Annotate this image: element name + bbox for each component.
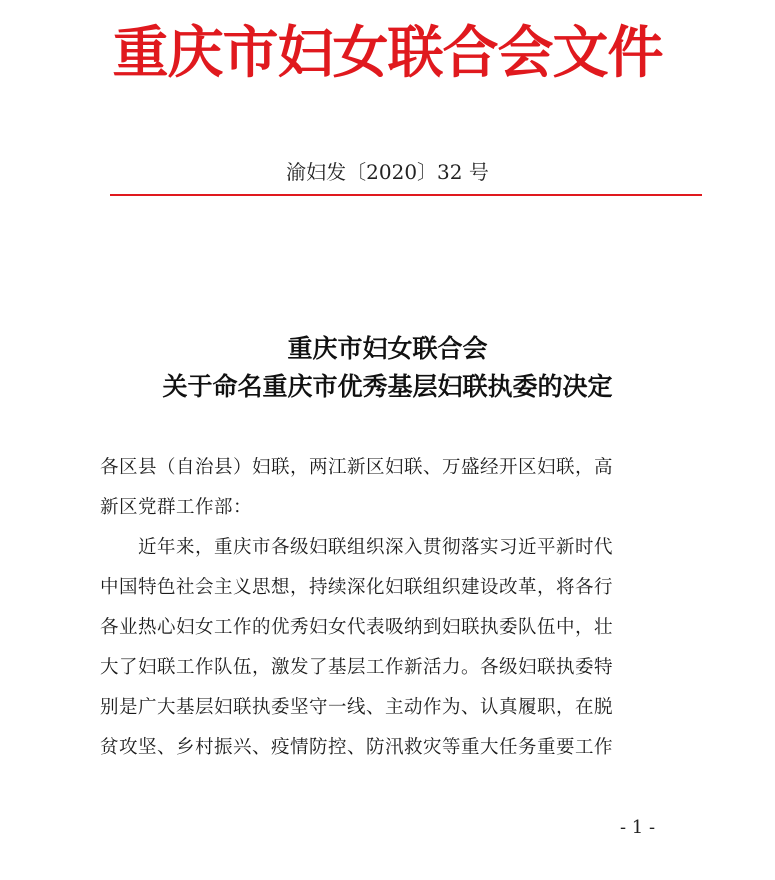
body-line: 贫攻坚、乡村振兴、疫情防控、防汛救灾等重大任务重要工作 [100, 737, 614, 758]
body-line-addressee-1: 各区县（自治县）妇联，两江新区妇联、万盛经开区妇联，高 [100, 457, 614, 478]
body-line: 中国特色社会主义思想，持续深化妇联组织建设改革，将各行 [100, 577, 614, 598]
title-line-1: 重庆市妇女联合会 [287, 334, 488, 363]
page-number: - 1 - [620, 817, 656, 838]
title-line-2: 关于命名重庆市优秀基层妇联执委的决定 [162, 372, 613, 401]
body-line: 别是广大基层妇联执委坚守一线、主动作为、认真履职，在脱 [100, 697, 614, 718]
body-line-paragraph-start: 近年来，重庆市各级妇联组织深入贯彻落实习近平新时代 [138, 537, 614, 558]
document-title [0, 330, 775, 406]
body-line: 大了妇联工作队伍，激发了基层工作新活力。各级妇联执委特 [100, 657, 614, 678]
org-header-title: 重庆市妇女联合会文件 [112, 20, 663, 86]
body-line-addressee-2: 新区党群工作部： [100, 497, 253, 518]
red-divider-line [110, 194, 702, 196]
document-number: 渝妇发〔2020〕32 号 [286, 160, 489, 184]
document-body [100, 448, 690, 768]
body-line: 各业热心妇女工作的优秀妇女代表吸纳到妇联执委队伍中，壮 [100, 617, 614, 638]
